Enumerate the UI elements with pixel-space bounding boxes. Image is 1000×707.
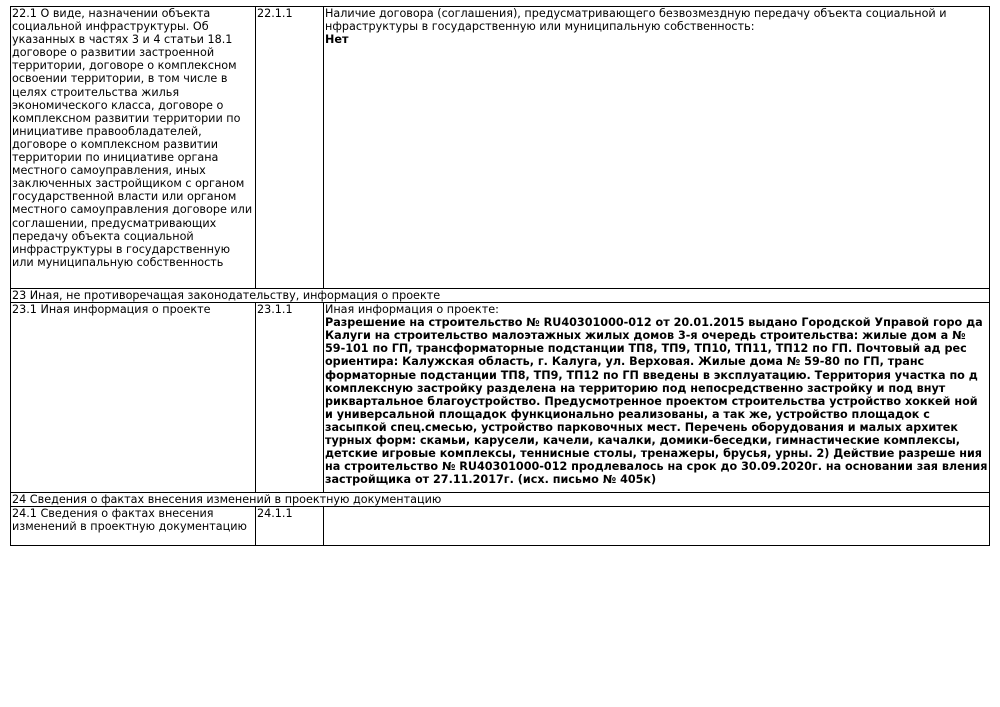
table-row-24-1 xyxy=(11,507,990,546)
table-row-23-header xyxy=(11,289,990,303)
section-24-header: 24 Сведения о фактах внесения изменений в проектную документацию xyxy=(11,493,990,507)
section-22-1-title: 22.1 О виде, назначении объекта социальной инфраструктуры. Об указанных в частях 3 и 4 статьи 18.1 договоре о развитии застроенной территории, договоре о комплексном освоении территории, в том числе в целях строительства жилья экономического класса, договоре о комплексном развитии территории по инициативе правообладателей, договоре о комплексном развитии территории по инициативе органа местного самоуправления, иных заключенных застройщиком с органом государственной власти или органом местного самоуправления договоре или соглашении, предусматривающих передачу объекта социальной инфраструктуры в государственную или муниципальную собственность xyxy=(11,7,256,289)
section-23-1-value: Разрешение на строительство № RU40301000-012 от 20.01.2015 выдано Городской Управой горо да Калуги на строительство малоэтажных жилых домов 3-я очередь строительства: жилые дом а № 59-101 по ГП, трансформаторные подстанции ТП8, ТП9, ТП10, ТП11, ТП12 по ГП. Почтовый ад рес ориентира: Калужская область, г. Калуга, ул. Верховая. Жилые дома № 59-80 по ГП, транс форматорные подстанции ТП8, ТП9, ТП12 по ГП введены в эксплуатацию. Территория участка по д комплексную застройку разделена на территорию под непосредственно застройку и под внут риквартальное благоустройство. Предусмотренное проектом строительства устройство хоккей ной и универсальной площадок функционально реализованы, а так же, устройство площадок с засыпкой спец.смесью, устройство парковочных мест. Перечень оборудования и малых архитек турных форм: скамьи, карусели, качели, качалки, домики-беседки, гимнастические комплексы, детские игровые комплексы, теннисные столы, тренажеры, брусья, урны. 2) Действие разреше ния на строительство № RU40301000-012 продлевалось на срок до 30.09.2020г. на основании зая вления застройщика от 27.11.2017г. (исх. письмо № 405к) xyxy=(325,316,988,487)
section-22-1-content xyxy=(324,7,990,289)
section-23-1-title: 23.1 Иная информация о проекте xyxy=(11,303,256,493)
table-row-24-header xyxy=(11,493,990,507)
table-row-22-1 xyxy=(11,7,990,289)
section-24-1-code: 24.1.1 xyxy=(256,507,324,546)
section-22-1-code: 22.1.1 xyxy=(256,7,324,289)
table-row-23-1 xyxy=(11,303,990,493)
section-23-header: 23 Иная, не противоречащая законодательству, информация о проекте xyxy=(11,289,990,303)
section-23-1-label: Иная информация о проекте: xyxy=(325,303,499,317)
section-24-1-title: 24.1 Сведения о фактах внесения изменений в проектную документацию xyxy=(11,507,256,546)
declaration-table xyxy=(10,6,990,546)
section-22-1-label: Наличие договора (соглашения), предусматривающего безвозмездную передачу объекта социальной и нфраструктуры в государственную или муниципальную собственность: xyxy=(325,7,947,34)
section-23-1-code: 23.1.1 xyxy=(256,303,324,493)
section-22-1-value: Нет xyxy=(325,33,349,47)
section-24-1-content xyxy=(324,507,990,546)
section-23-1-content xyxy=(324,303,990,493)
